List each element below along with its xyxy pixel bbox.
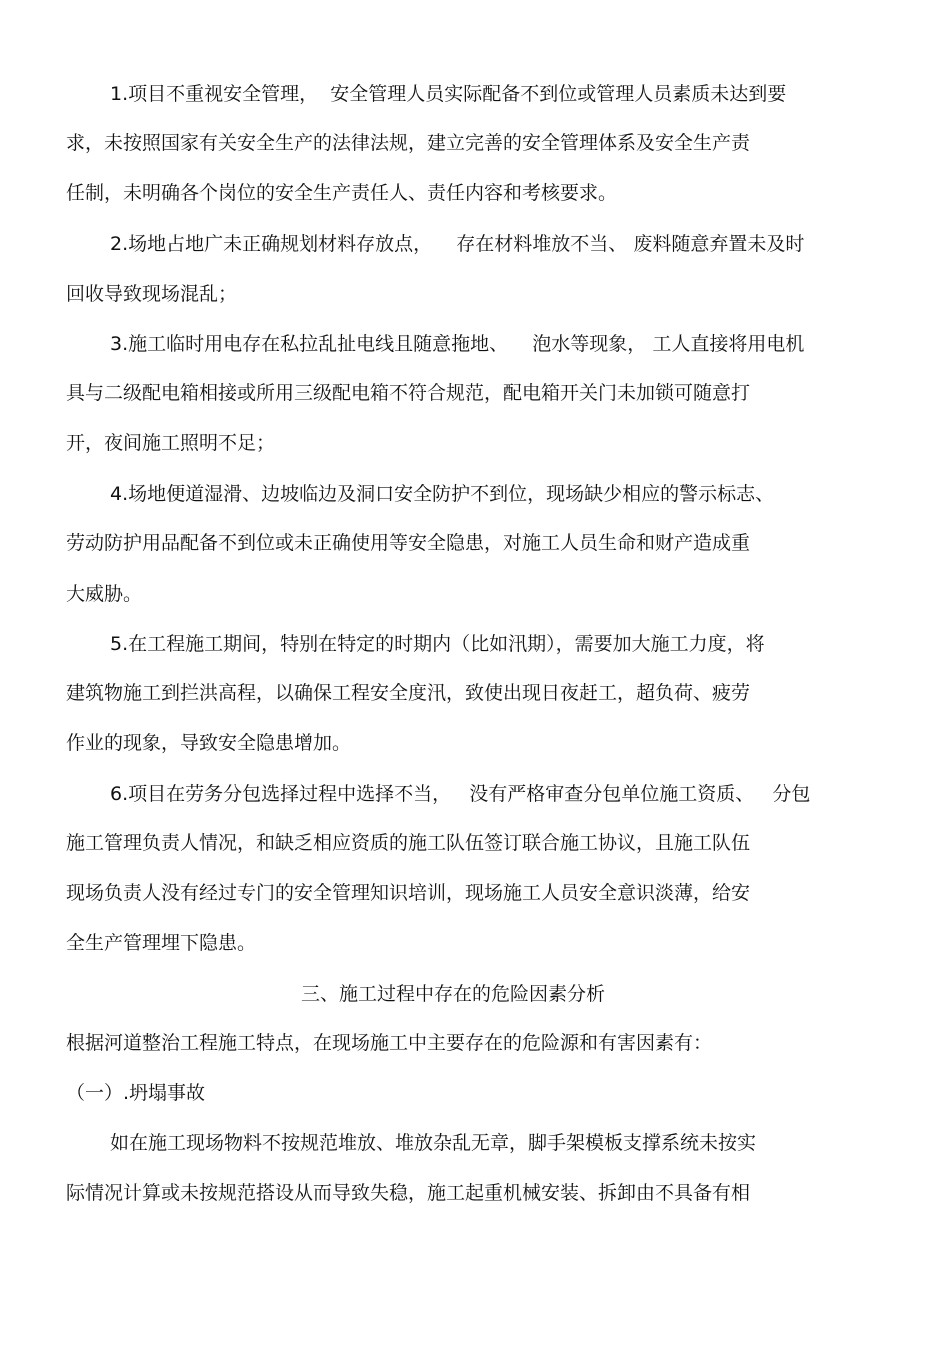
text-line: 际情况计算或未按规范搭设从而导致失稳，施工起重机械安装、拆卸由不具备有相 <box>66 1182 751 1204</box>
text-line: 4.场地便道湿滑、边坡临边及洞口安全防护不到位，现场缺少相应的警示标志、 <box>110 483 775 505</box>
text-line: 劳动防护用品配备不到位或未正确使用等安全隐患，对施工人员生命和财产造成重 <box>66 532 751 554</box>
text-line: 根据河道整治工程施工特点，在现场施工中主要存在的危险源和有害因素有： <box>66 1032 713 1054</box>
text-line: 1.项目不重视安全管理， 安全管理人员实际配备不到位或管理人员素质未达到要 <box>110 83 787 105</box>
text-line: 5.在工程施工期间，特别在特定的时期内（比如汛期），需要加大施工力度，将 <box>110 633 765 655</box>
text-line: 建筑物施工到拦洪高程，以确保工程安全度汛，致使出现日夜赶工，超负荷、疲劳 <box>66 682 751 704</box>
text-line: 回收导致现场混乱； <box>66 283 238 305</box>
text-line: 全生产管理埋下隐患。 <box>66 932 257 954</box>
text-line: 任制，未明确各个岗位的安全生产责任人、责任内容和考核要求。 <box>66 182 618 204</box>
text-line: 作业的现象，导致安全隐患增加。 <box>66 732 352 754</box>
text-line: 3.施工临时用电存在私拉乱扯电线且随意拖地、 泡水等现象， 工人直接将用电机 <box>110 333 805 355</box>
text-line: 6.项目在劳务分包选择过程中选择不当， 没有严格审查分包单位施工资质、 分包 <box>110 783 811 805</box>
text-line: 现场负责人没有经过专门的安全管理知识培训，现场施工人员安全意识淡薄，给安 <box>66 882 751 904</box>
text-line: 求，未按照国家有关安全生产的法律法规，建立完善的安全管理体系及安全生产责 <box>66 132 751 154</box>
text-line: 具与二级配电箱相接或所用三级配电箱不符合规范，配电箱开关门未加锁可随意打 <box>66 382 751 404</box>
text-line: 大威胁。 <box>66 583 143 605</box>
text-line: 施工管理负责人情况，和缺乏相应资质的施工队伍签订联合施工协议，且施工队伍 <box>66 832 751 854</box>
text-line: 2.场地占地广未正确规划材料存放点， 存在材料堆放不当、 废料随意弃置未及时 <box>110 233 805 255</box>
text-line: 开，夜间施工照明不足； <box>66 432 276 454</box>
text-line: 如在施工现场物料不按规范堆放、堆放杂乱无章，脚手架模板支撑系统未按实 <box>110 1132 757 1154</box>
subsection-heading: （一）.坍塌事故 <box>66 1082 206 1104</box>
section-heading: 三、施工过程中存在的危险因素分析 <box>301 983 606 1005</box>
